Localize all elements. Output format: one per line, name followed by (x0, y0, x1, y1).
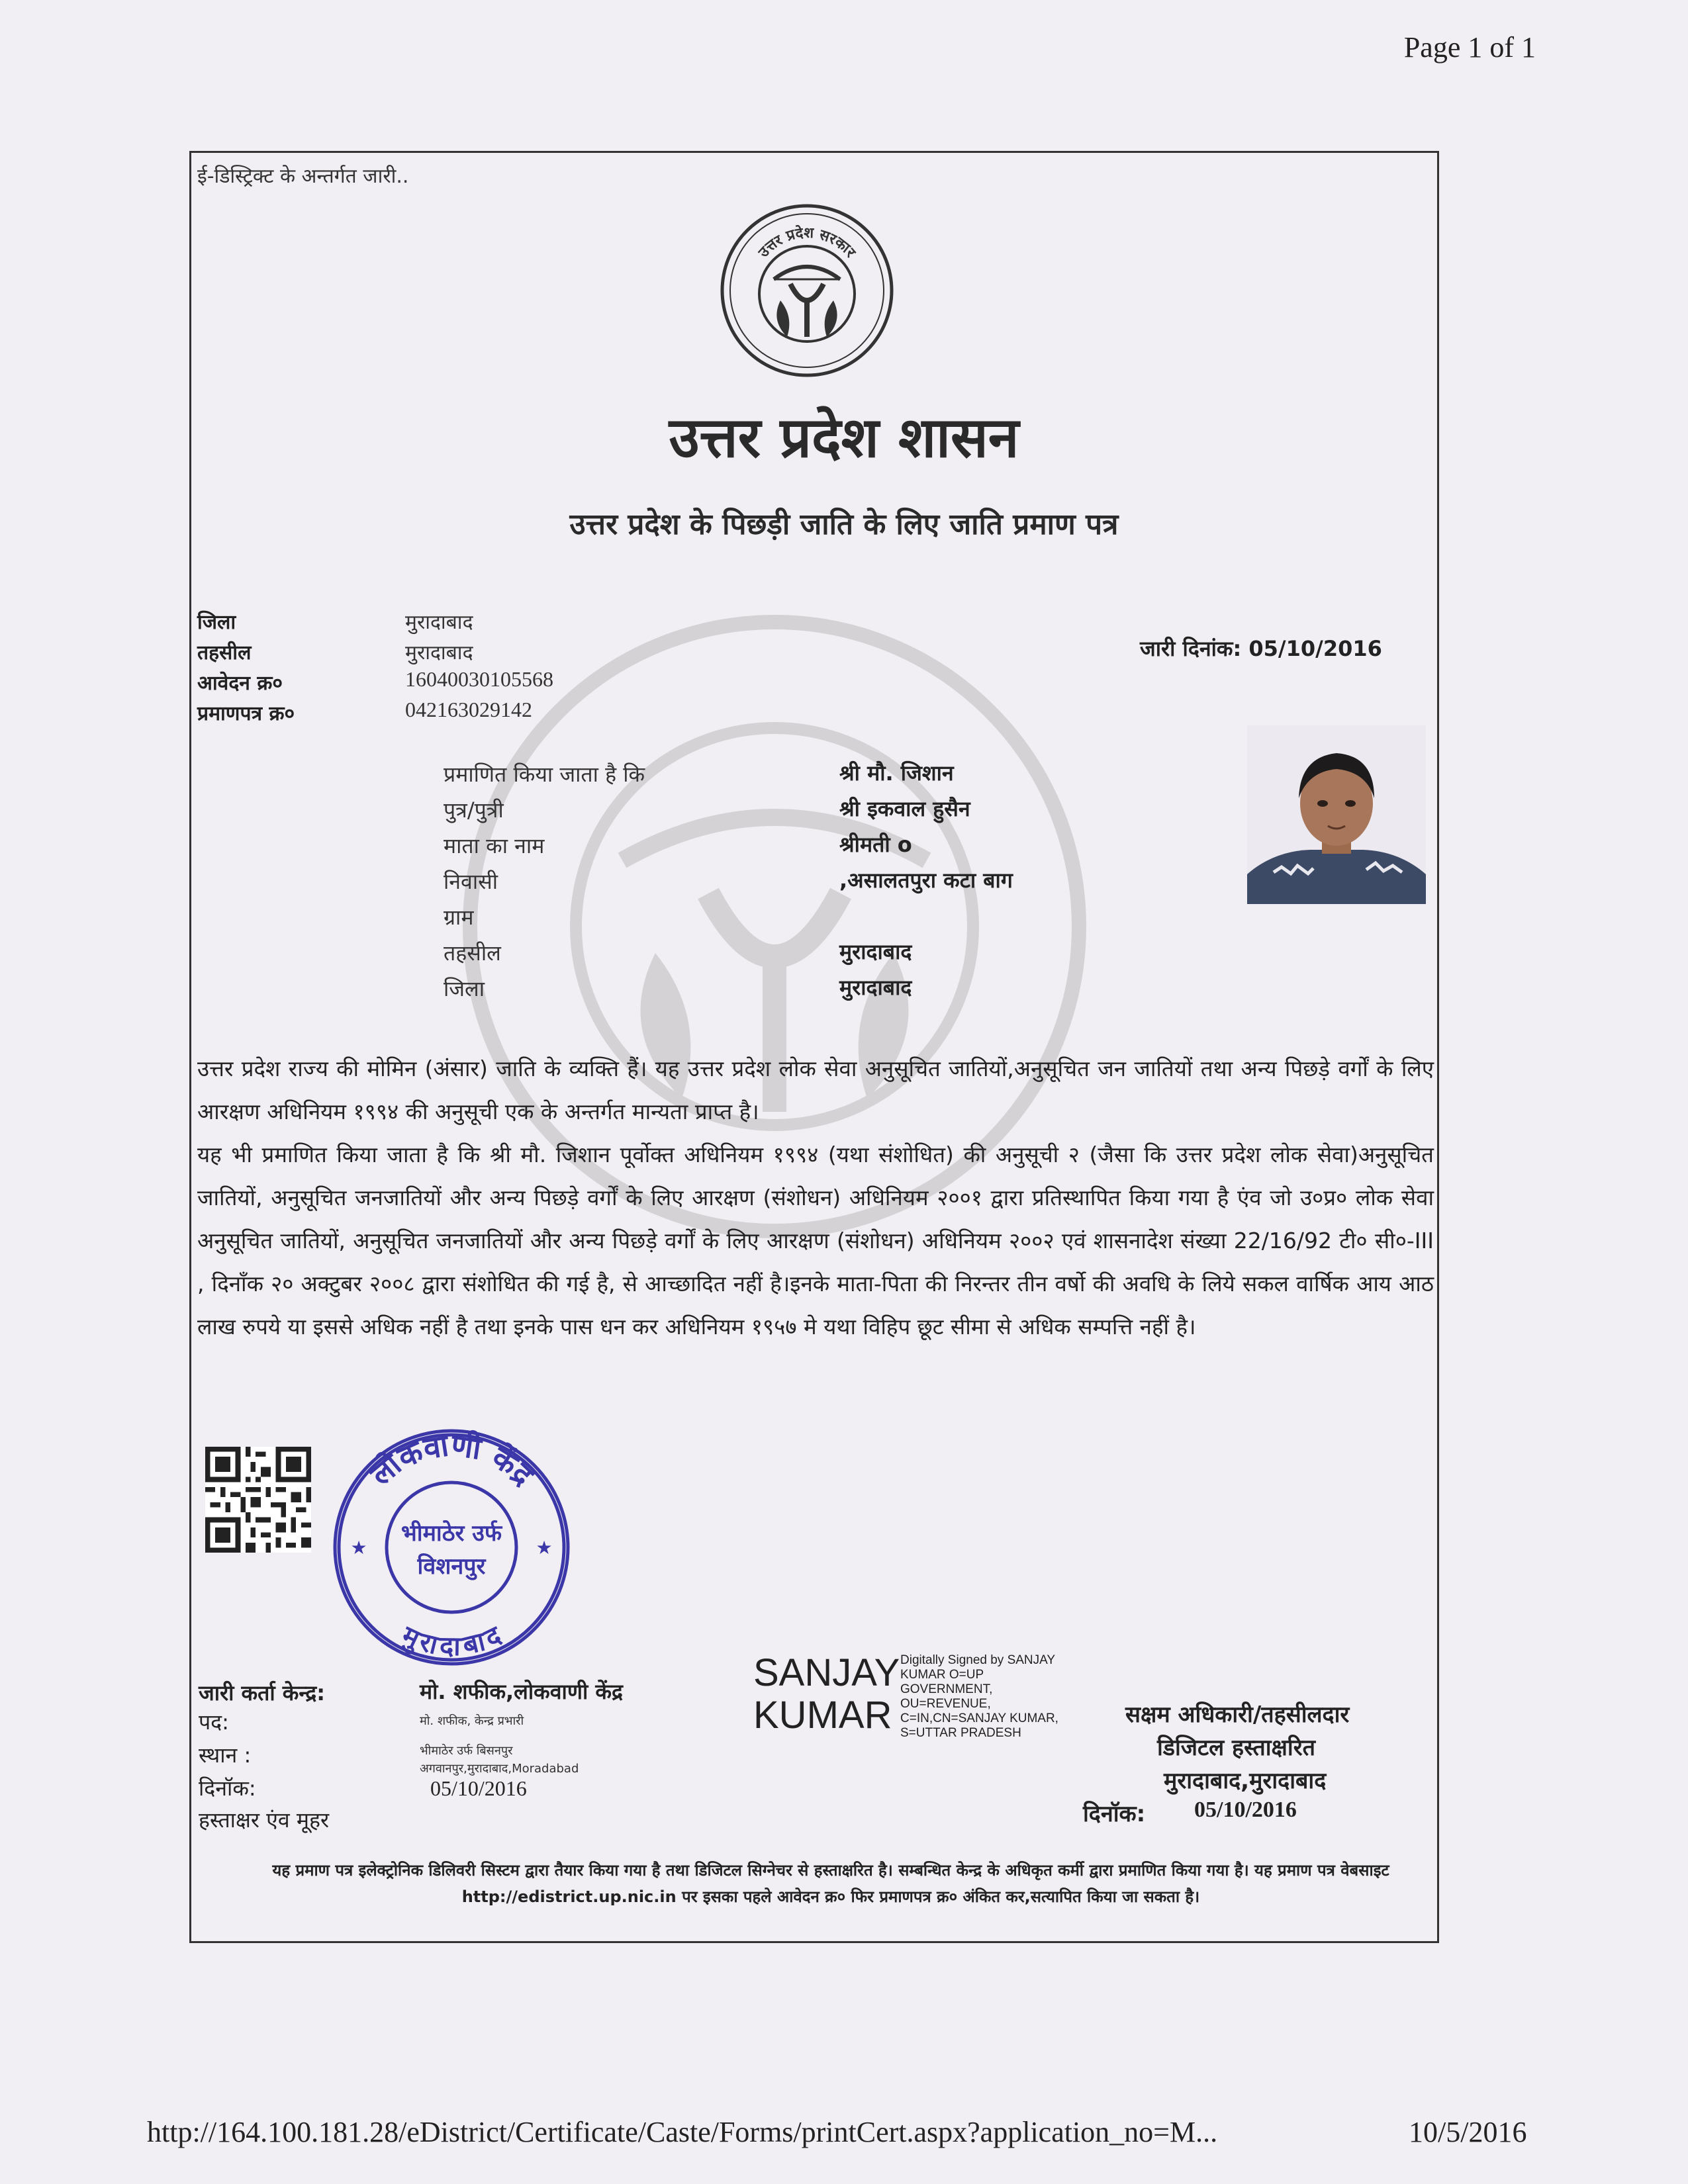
certificate-subtitle: उत्तर प्रदेश के पिछड़ी जाति के लिए जाति प्रमाण पत्र (569, 508, 1119, 541)
field-value-name: श्री मौ. जिशान (839, 760, 954, 786)
body-paragraph-caste: उत्तर प्रदेश राज्य की मोमिन (अंसार) जाति के व्यक्ति हैं। यह उत्तर प्रदेश लोक सेवा अनुसूचित जातियों,अनुसूचित जन जातियों तथा अन्य पिछड़े वर्गों के लिए आरक्षण अधिनियम १९९४ की अनुसूची एक के अन्तर्गत मान्यता प्राप्त है। (197, 1056, 1434, 1124)
page-number: Page 1 of 1 (1403, 31, 1536, 64)
seal-top-text: लोकवाणी केंद्र (363, 1426, 541, 1493)
issue-date: जारी दिनांक: 05/10/2016 (1140, 636, 1382, 661)
government-title: उत्तर प्रदेश शासन (669, 405, 1019, 470)
signer-name-line2: KUMAR (753, 1694, 892, 1737)
authority-place: मुरादाबाद,मुरादाबाद (1164, 1768, 1327, 1794)
authority-title: सक्षम अधिकारी/तहसीलदार (1125, 1702, 1350, 1728)
issuer-date-label: दिनॉक: (199, 1776, 256, 1801)
signer-name-line1: SANJAY (753, 1651, 900, 1694)
field-label-village: ग्राम (444, 905, 474, 930)
seal-star-right-icon: ★ (536, 1537, 553, 1559)
issuer-place-value-2: अगवानपुर,मुरादाबाद,Moradabad (420, 1762, 579, 1776)
field-label-mother: माता का नाम (444, 833, 545, 858)
field-value-resident: ,असालतपुरा कटा बाग (839, 868, 1013, 893)
field-label-certified: प्रमाणित किया जाता है कि (444, 762, 645, 787)
issuer-post-value: मो. शफीक, केन्द्र प्रभारी (420, 1714, 524, 1728)
seal-center-line1: भीमाठेर उर्फ (400, 1520, 502, 1547)
print-url: http://164.100.181.28/eDistrict/Certificate/Caste/Forms/printCert.aspx?application_no=M... (147, 2116, 1218, 2148)
qr-code (205, 1447, 311, 1553)
field-value-district: मुरादाबाद (839, 975, 912, 1000)
field-value-mother: श्रीमती o (839, 832, 912, 857)
certificate-body (197, 1047, 1434, 1348)
digital-signature-detail: Digitally Signed by SANJAY KUMAR O=UP GOVERNMENT, OU=REVENUE, C=IN,CN=SANJAY KUMAR, S=UTTAR PRADESH (900, 1653, 1058, 1740)
meta-value-certificate-no: 042163029142 (405, 698, 532, 721)
issuer-center-label: जारी कर्ता केन्द्र: (199, 1680, 326, 1706)
emblem-text: उत्तर प्रदेश सरकार (755, 224, 859, 261)
authority-date-value: 05/10/2016 (1194, 1797, 1297, 1822)
lokvani-seal (326, 1422, 577, 1673)
field-value-father: श्री इकवाल हुसैन (839, 796, 970, 821)
seal-bottom-text: मुरादाबाद (397, 1620, 506, 1662)
meta-value-application-no: 16040030105568 (405, 667, 553, 691)
seal-star-left-icon: ★ (350, 1537, 367, 1559)
issuer-place-value-1: भीमाठेर उर्फ बिसनपुर (420, 1744, 513, 1758)
field-label-resident: निवासी (444, 869, 498, 894)
authority-signature: डिजिटल हस्ताक्षरित (1157, 1735, 1315, 1761)
field-label-tehsil: तहसील (444, 940, 501, 966)
meta-value-district: मुरादाबाद (405, 611, 473, 634)
digital-signer-name (753, 1652, 900, 1737)
body-paragraph-income: यह भी प्रमाणित किया जाता है कि श्री मौ. जिशान पूर्वोक्त अधिनियम १९९४ (यथा संशोधित) की अनुसूची २ (जैसा कि उत्तर प्रदेश लोक सेवा)अनुसूचित जातियों, अनुसूचित जनजातियों और अन्य पिछड़े वर्गों के लिए आरक्षण (संशोधन) अधिनियम २००१ द्वारा प्रतिस्थापित किया गया है एंव जो उ०प्र० लोक सेवा अनुसूचित जातियों, अनुसूचित जनजातियों और अन्य पिछड़े वर्गों के लिए आरक्षण (संशोधन) अधिनियम २००२ एवं शासनादेश संख्या 22/16/92 टी० सी०-III , दिनाँक २० अक्टुबर २००८ द्वारा संशोधित की गई है, से आच्छादित नहीं है।इनके माता-पिता की निरन्तर तीन वर्षो की अवधि के लिये सकल वार्षिक आय आठ लाख रुपये या इससे अधिक नहीं है तथा इनके पास धन कर अधिनियम १९५७ मे यथा विहिप छूट सीमा से अधिक सम्पत्ति नहीं है। (197, 1142, 1434, 1340)
authority-date-label: दिनॉक: (1083, 1801, 1146, 1827)
meta-label-application-no: आवेदन क्र० (197, 672, 283, 695)
issued-note: ई-डिस्ट्रिक्ट के अन्तर्गत जारी.. (197, 165, 409, 188)
field-label-son-daughter: पुत्र/पुत्री (444, 797, 504, 823)
issuer-place-label: स्थान : (199, 1743, 252, 1768)
issuer-sign-label: हस्ताक्षर एंव मूहर (199, 1807, 330, 1833)
state-emblem-icon (718, 201, 896, 380)
issuer-date-value: 05/10/2016 (430, 1776, 527, 1800)
svg-text:उत्तर प्रदेश सरकार (755, 224, 859, 261)
field-value-tehsil: मुरादाबाद (839, 939, 912, 964)
issuer-post-label: पद: (199, 1709, 229, 1735)
issuer-center-value: मो. शफीक,लोकवाणी केंद्र (420, 1679, 623, 1704)
footer-note: यह प्रमाण पत्र इलेक्ट्रोनिक डिलिवरी सिस्टम द्वारा तैयार किया गया है तथा डिजिटल सिग्नेचर से हस्ताक्षरित है। सम्बन्धित केन्द्र के अधिकृत कर्मी द्वारा प्रमाणित किया गया है। यह प्रमाण पत्र वेबसाइट http://edistrict.up.nic.in पर इसका पहले आवेदन क्र० फिर प्रमाणपत्र क्र० अंकित कर,सत्यापित किया जा सकता है। (272, 1861, 1389, 1906)
meta-label-tehsil: तहसील (197, 641, 252, 664)
meta-label-district: जिला (197, 611, 236, 634)
applicant-photo (1247, 725, 1426, 904)
meta-label-certificate-no: प्रमाणपत्र क्र० (197, 702, 295, 725)
field-label-district: जिला (444, 976, 485, 1001)
print-date: 10/5/2016 (1409, 2116, 1527, 2148)
seal-center-line2: विशनपुर (417, 1553, 486, 1580)
meta-value-tehsil: मुरादाबाद (405, 641, 473, 664)
